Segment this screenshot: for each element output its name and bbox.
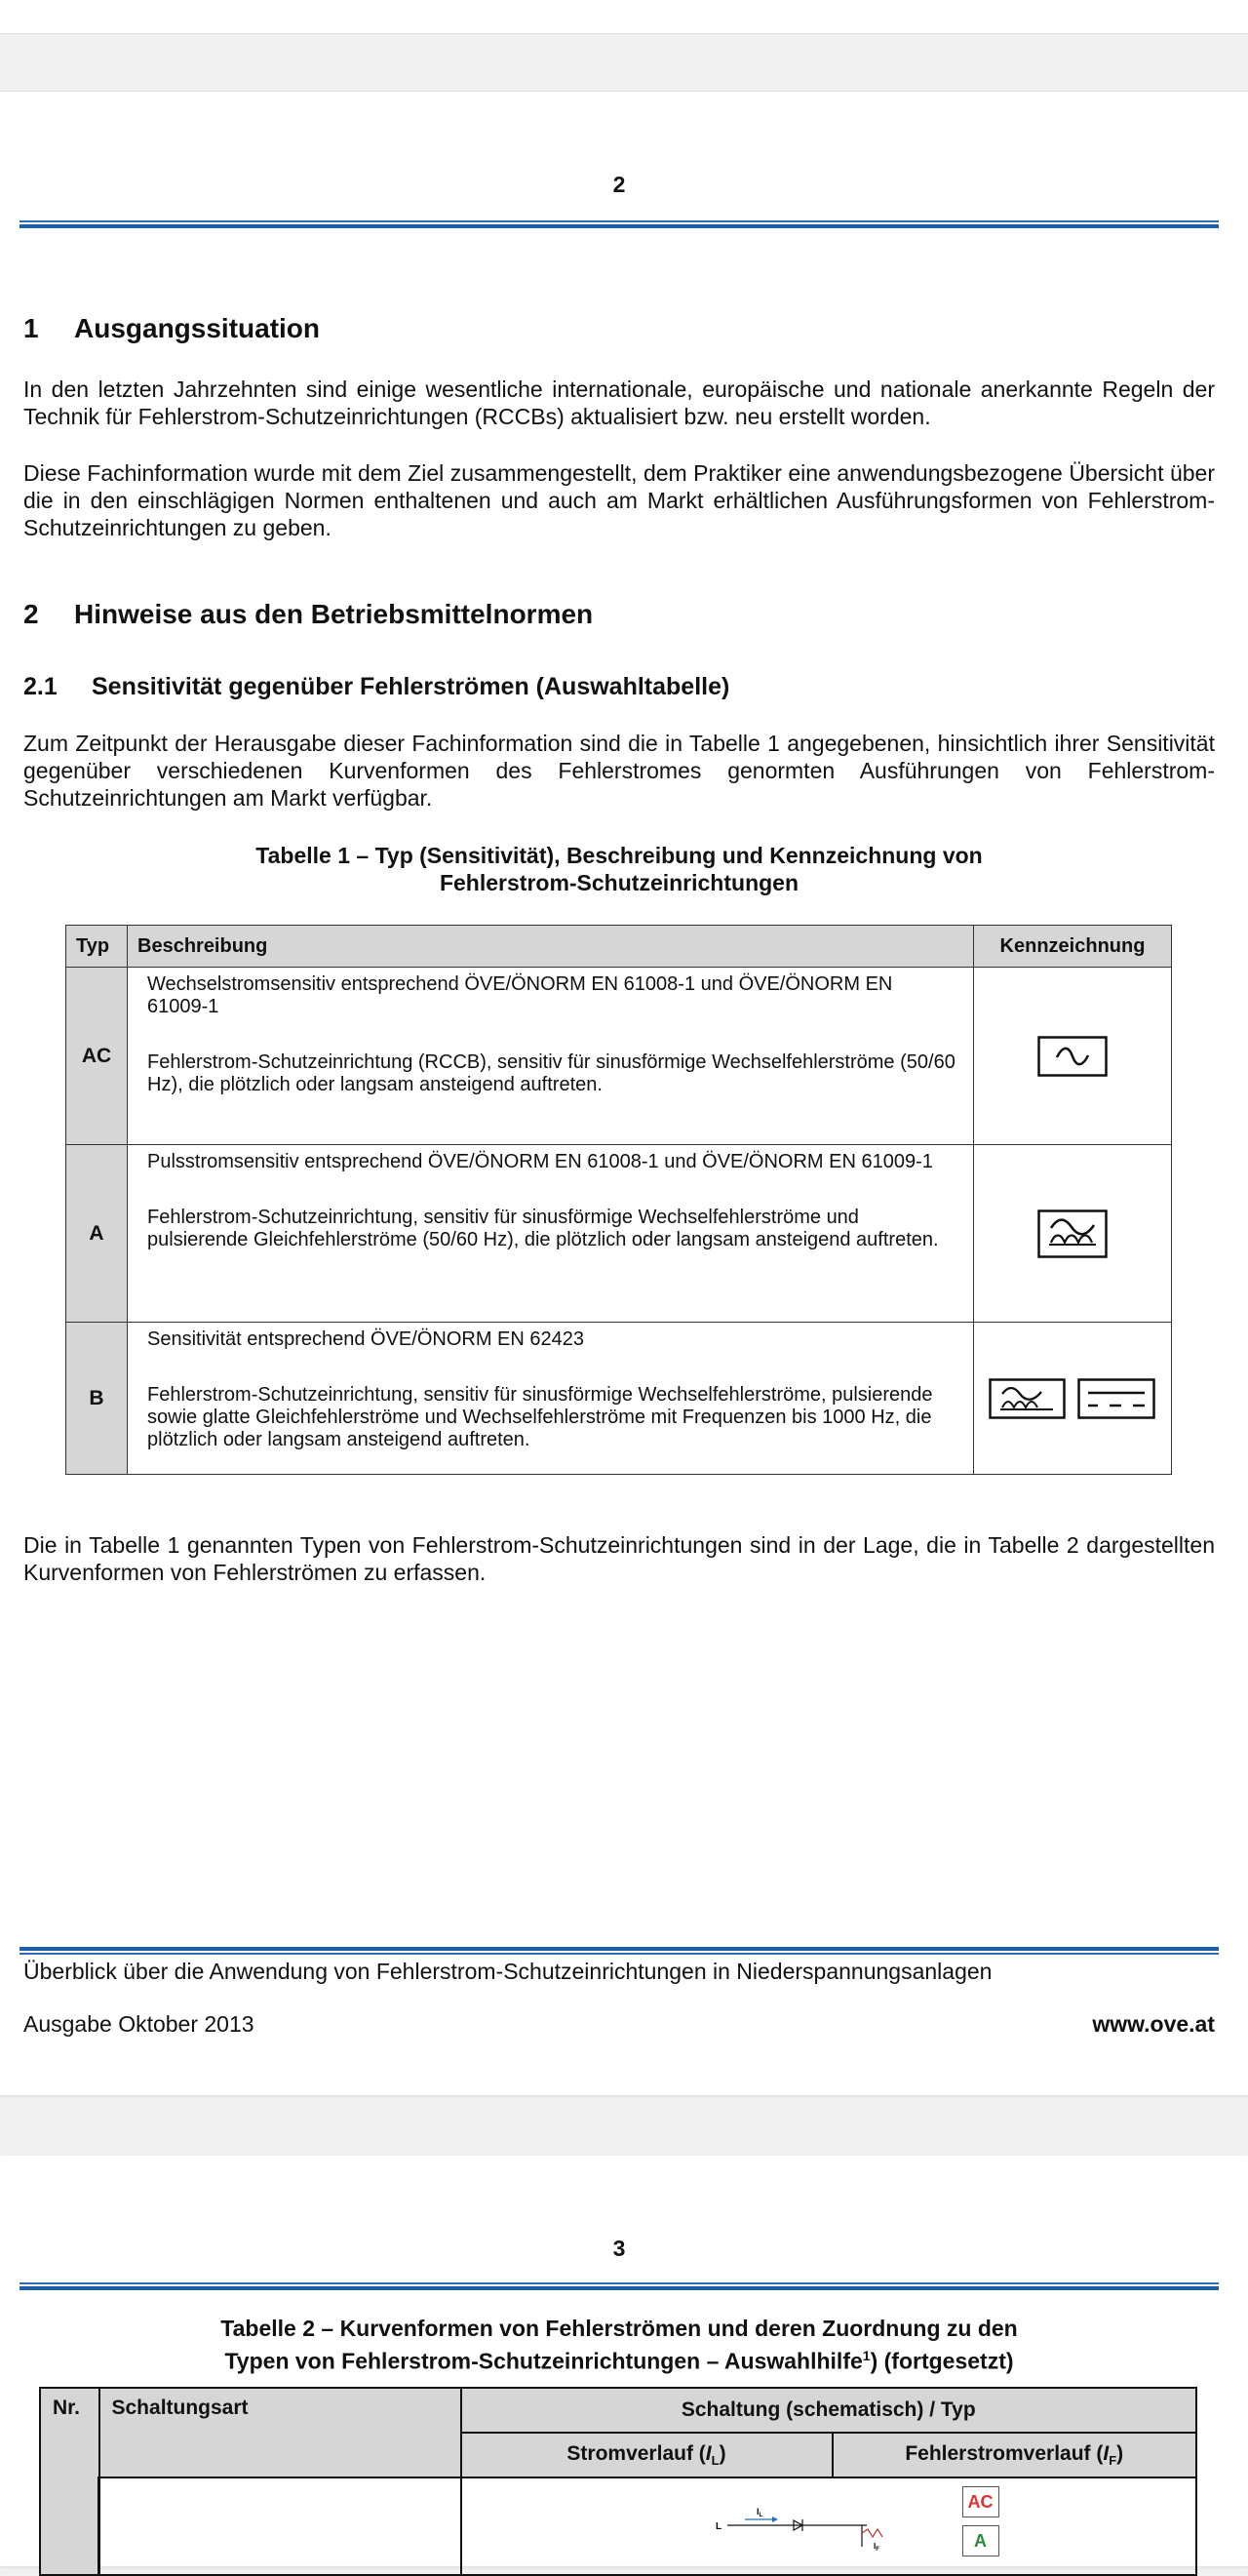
subscript: F xyxy=(1109,2453,1117,2469)
marking-cell xyxy=(974,1323,1172,1475)
column-header-nr: Nr. xyxy=(40,2388,99,2575)
table-header-row xyxy=(40,2388,1196,2433)
type-cell: A xyxy=(66,1145,128,1323)
table-2 xyxy=(39,2387,1197,2576)
section-title: Ausgangssituation xyxy=(74,313,321,343)
footnote-marker: 1 xyxy=(862,2348,871,2363)
table-row xyxy=(40,2477,1196,2575)
schematic-label-L: L xyxy=(715,2521,722,2532)
footer-url: www.ove.at xyxy=(1092,2011,1215,2037)
ac-sine-symbol-icon xyxy=(1037,1036,1108,1077)
description-cell xyxy=(128,1323,974,1475)
caption-text: Typen von Fehlerstrom-Schutzeinrichtungen – Auswahlhilfe xyxy=(224,2348,863,2374)
schematic-cell xyxy=(461,2477,1197,2575)
header-text: Stromverlauf ( xyxy=(566,2441,706,2465)
schematic-label-IF xyxy=(874,2542,879,2553)
paragraph: Die in Tabelle 1 genannten Typen von Fehlerstrom-Schutzeinrichtungen sind in der Lage, die in Tabelle 2 dargestellten Kurvenformen von Fehlerströmen zu erfassen. xyxy=(23,1532,1215,1585)
footer-edition: Ausgabe Oktober 2013 xyxy=(23,2011,254,2037)
a-type-pulse-symbol-icon xyxy=(1037,1209,1108,1258)
schematic-label-IF-var: I xyxy=(873,2542,876,2551)
description-text: Fehlerstrom-Schutzeinrichtung (RCCB), sensitiv für sinusförmige Wechselfehlerströme (50/60 Hz), die plötzlich oder langsam ansteigend auftreten. xyxy=(147,1051,956,1095)
paragraph: Zum Zeitpunkt der Herausgabe dieser Fachinformation sind die in Tabelle 1 angegebenen, hinsichtlich ihrer Sensitivität gegenüber verschiedenen Kurvenformen des Fehlerstromes genormten Ausführungen von Fehlerstrom-Schutzeinrichtungen am Markt verfügbar. xyxy=(23,731,1215,811)
marking-cell xyxy=(974,1145,1172,1323)
page-gap xyxy=(0,33,1248,92)
header-rule xyxy=(20,220,1219,228)
column-header-schaltung: Schaltung (schematisch) / Typ xyxy=(461,2388,1197,2433)
marking-cell xyxy=(974,968,1172,1145)
section-1-heading xyxy=(23,313,320,344)
footer-rule xyxy=(20,1947,1219,1955)
column-header-fehlerstromverlauf xyxy=(833,2433,1197,2477)
section-2-1-heading xyxy=(23,673,729,701)
table-header-row xyxy=(66,926,1172,968)
circuit-schematic-icon xyxy=(716,2508,891,2553)
table-row xyxy=(66,1145,1172,1323)
description-cell xyxy=(128,968,974,1145)
header-rule xyxy=(20,2282,1219,2290)
page-number: 3 xyxy=(612,2236,626,2261)
schematic-label-IL-sub: L xyxy=(759,2513,762,2518)
caption-line: Tabelle 1 – Typ (Sensitivität), Beschreibung und Kennzeichnung von xyxy=(255,843,983,868)
description-text: Fehlerstrom-Schutzeinrichtung, sensitiv für sinusförmige Wechselfehlerströme, pulsierende sowie glatte Gleichfehlerströme und Wechselfehlerströme mit Frequenzen bis 1000 Hz, die plötzlich oder langsam ansteigend auftreten. xyxy=(147,1384,933,1450)
caption-line: Tabelle 2 – Kurvenformen von Fehlerströmen und deren Zuordnung zu den xyxy=(220,2316,1018,2341)
schematic-label-IL-var: I xyxy=(756,2508,760,2517)
section-2-heading xyxy=(23,599,593,630)
section-number: 1 xyxy=(23,313,39,343)
schematic-label-IL xyxy=(757,2508,763,2518)
section-number: 2 xyxy=(23,599,39,629)
caption-line: Fehlerstrom-Schutzeinrichtungen xyxy=(439,870,800,895)
table-row xyxy=(66,968,1172,1145)
page-top-margin xyxy=(0,0,1248,33)
header-text: Fehlerstromverlauf ( xyxy=(905,2441,1104,2465)
description-norm: Sensitivität entsprechend ÖVE/ÖNORM EN 62423 xyxy=(147,1328,584,1350)
subscript: L xyxy=(711,2453,720,2469)
schematic-label-IF-sub: F xyxy=(875,2547,879,2553)
section-number: 2.1 xyxy=(23,673,58,700)
table-row xyxy=(66,1323,1172,1475)
description-norm: Pulsstromsensitiv entsprechend ÖVE/ÖNORM EN 61008-1 und ÖVE/ÖNORM EN 61009-1 xyxy=(147,1151,933,1172)
column-header-kennzeichnung: Kennzeichnung xyxy=(974,926,1172,968)
schaltungsart-cell xyxy=(99,2477,461,2575)
paragraph: In den letzten Jahrzehnten sind einige wesentliche internationale, europäische und nationale anerkannte Regeln der Technik für Fehlerstrom-Schutzeinrichtungen (RCCBs) aktualisiert bzw. neu erstellt worden. xyxy=(23,376,1215,429)
table-1-caption xyxy=(0,842,1238,896)
column-header-beschreibung: Beschreibung xyxy=(128,926,974,968)
section-title: Hinweise aus den Betriebsmittelnormen xyxy=(74,599,594,629)
footer-title: Überblick über die Anwendung von Fehlerstrom-Schutzeinrichtungen in Niederspannungsanlagen xyxy=(23,1959,993,1984)
column-header-typ: Typ xyxy=(66,926,128,968)
page-number: 2 xyxy=(612,172,626,197)
table-2-caption xyxy=(0,2315,1238,2375)
section-title: Sensitivität gegenüber Fehlerströmen (Auswahltabelle) xyxy=(92,673,730,700)
caption-line xyxy=(0,2342,1238,2375)
caption-text: ) (fortgesetzt) xyxy=(870,2348,1014,2374)
variable: I xyxy=(705,2441,712,2465)
type-badge-ac: AC xyxy=(962,2486,999,2517)
description-text: Fehlerstrom-Schutzeinrichtung, sensitiv für sinusförmige Wechselfehlerströme und pulsierende Gleichfehlerströme (50/60 Hz), die plötzlich oder langsam ansteigend auftreten. xyxy=(147,1207,939,1250)
description-norm: Wechselstromsensitiv entsprechend ÖVE/ÖNORM EN 61008-1 und ÖVE/ÖNORM EN 61009-1 xyxy=(147,973,893,1017)
paragraph: Diese Fachinformation wurde mit dem Ziel zusammengestellt, dem Praktiker eine anwendungsbezogene Übersicht über die in den einschlägigen Normen enthaltenen und auch am Markt erhältlichen Ausführungsformen von Fehlerstrom-Schutzeinrichtungen zu geben. xyxy=(23,460,1215,540)
type-badge-a: A xyxy=(962,2525,999,2556)
description-cell xyxy=(128,1145,974,1323)
column-header-schaltungsart: Schaltungsart xyxy=(99,2388,461,2477)
table-1 xyxy=(65,925,1172,1475)
column-header-stromverlauf xyxy=(461,2433,833,2477)
b-type-symbol-icon xyxy=(989,1378,1156,1419)
type-cell: B xyxy=(66,1323,128,1475)
type-cell: AC xyxy=(66,968,128,1145)
header-text: ) xyxy=(719,2441,726,2465)
variable: I xyxy=(1103,2441,1110,2465)
header-text: ) xyxy=(1116,2441,1124,2465)
